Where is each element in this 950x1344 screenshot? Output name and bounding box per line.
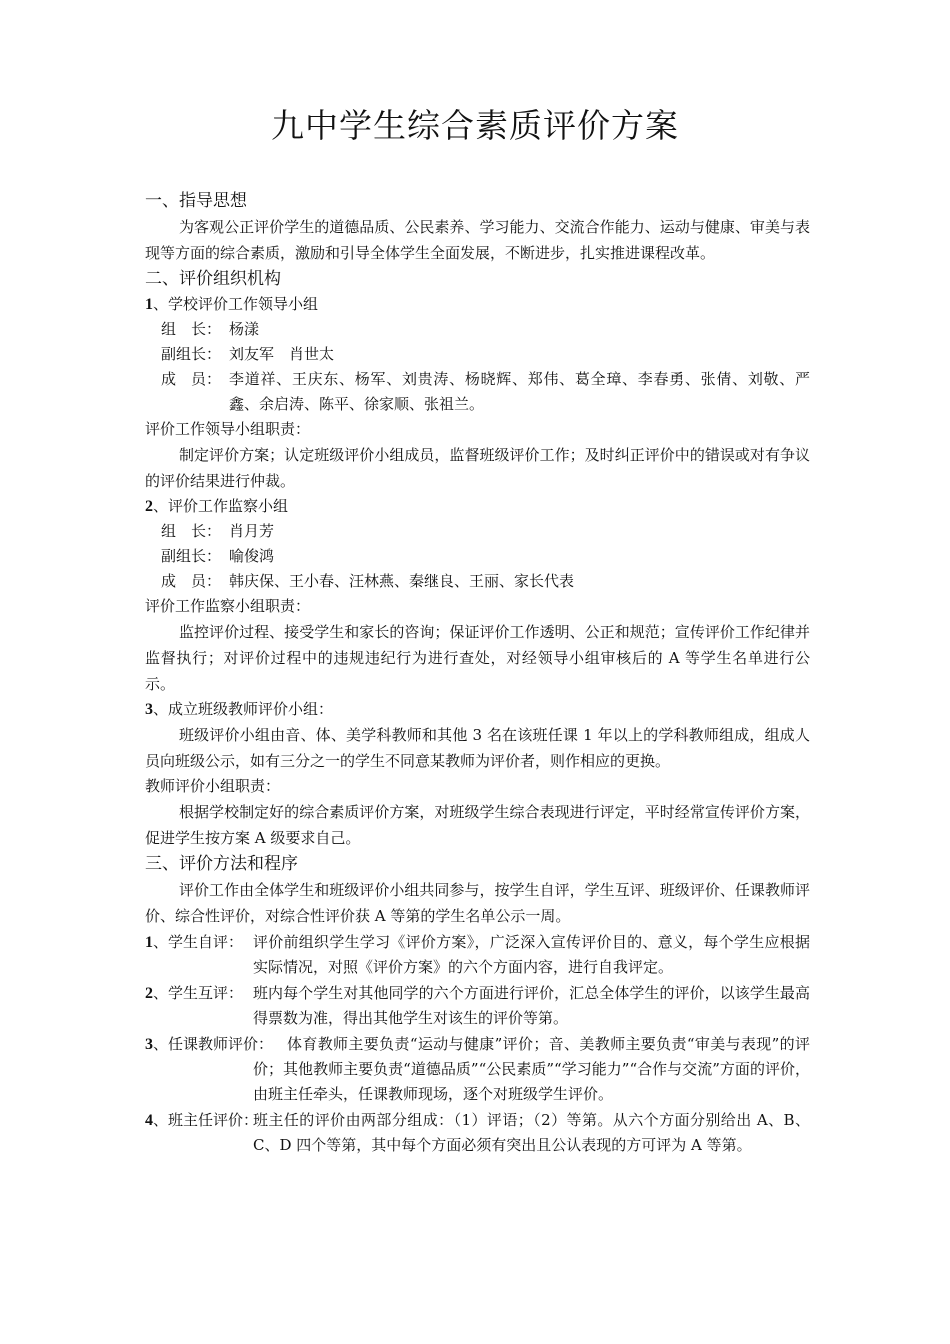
section-heading-methods: 三、评价方法和程序 [145, 854, 298, 874]
duty-label: 教师评价小组职责： [145, 777, 281, 795]
duty-paragraph: 监控评价过程、接受学生和家长的咨询；保证评价工作透明、公正和规范；宣传评价工作纪律并监督执行；对评价过程中的违规违纪行为进行查处，对经领导小组审核后的 A 等学生名单进行公示。 [145, 623, 810, 693]
section-paragraph: 评价工作由全体学生和班级评价小组共同参与，按学生自评，学生互评、班级评价、任课教师评价、综合性评价，对综合性评价获 A 等第的学生名单公示一周。 [145, 881, 810, 925]
section-heading-guiding-ideas: 一、指导思想 [145, 191, 247, 211]
group-paragraph: 班级评价小组由音、体、美学科教师和其他 3 名在该班任课 1 年以上的学科教师组成，组成人员向班级公示，如有三分之一的学生不同意某教师为评价者，则作相应的更换。 [145, 726, 810, 770]
duty-label: 评价工作领导小组职责： [145, 420, 311, 438]
section-heading-organization: 二、评价组织机构 [145, 269, 281, 289]
role-members: 成 员： 韩庆保、王小春、汪林燕、秦继良、王丽、家长代表 [161, 572, 575, 590]
section-paragraph: 为客观公正评价学生的道德品质、公民素养、学习能力、交流合作能力、运动与健康、审美与表现等方面的综合素质，激励和引导全体学生全面发展，不断进步，扎实推进课程改革。 [145, 218, 810, 262]
role-deputy: 副组长： 喻俊鸿 [161, 547, 275, 565]
step-item: 3、任课教师评价： 体育教师主要负责“运动与健康”评价；音、美教师主要负责“审美与表现”的评价；其他教师主要负责“道德品质”“公民素质”“学习能力”“合作与交流”方面的评价，由班主任牵头，任课教师现场，逐个对班级学生评价。 [145, 1035, 810, 1103]
step-item: 2、学生互评： 班内每个学生对其他同学的六个方面进行评价，汇总全体学生的评价，以该学生最高得票数为准，得出其他学生对该生的评价等第。 [145, 984, 810, 1027]
duty-label: 评价工作监察小组职责： [145, 597, 311, 615]
document-body [145, 188, 810, 1159]
role-leader: 组 长： 杨漾 [161, 320, 260, 338]
document-title: 九中学生综合素质评价方案 [271, 106, 679, 145]
role-deputy: 副组长： 刘友军 肖世太 [161, 345, 335, 363]
role-members: 成 员： 李道祥、王庆东、杨军、刘贵涛、杨晓辉、郑伟、葛全璋、李春勇、张倩、刘敬、严鑫、余启涛、陈平、徐家顺、张祖兰。 [161, 370, 810, 413]
step-item: 1、学生自评： 评价前组织学生学习《评价方案》，广泛深入宣传评价目的、意义，每个学生应根据实际情况，对照《评价方案》的六个方面内容，进行自我评定。 [145, 933, 810, 976]
duty-paragraph: 根据学校制定好的综合素质评价方案，对班级学生综合表现进行评定，平时经常宣传评价方案，促进学生按方案 A 级要求自己。 [145, 803, 810, 847]
group-title-leadership: 1、学校评价工作领导小组 [145, 295, 319, 313]
group-title-class-teachers: 3、成立班级教师评价小组： [145, 700, 334, 718]
role-leader: 组 长： 肖月芳 [161, 522, 275, 540]
step-item: 4、班主任评价： 班主任的评价由两部分组成：（1）评语；（2）等第。从六个方面分别给出 A、B、C、D 四个等第，其中每个方面必须有突出且公认表现的方可评为 A 等第。 [145, 1111, 810, 1154]
duty-paragraph: 制定评价方案；认定班级评价小组成员，监督班级评价工作；及时纠正评价中的错误或对有争议的评价结果进行仲裁。 [145, 446, 810, 490]
group-title-supervision: 2、评价工作监察小组 [145, 497, 289, 515]
